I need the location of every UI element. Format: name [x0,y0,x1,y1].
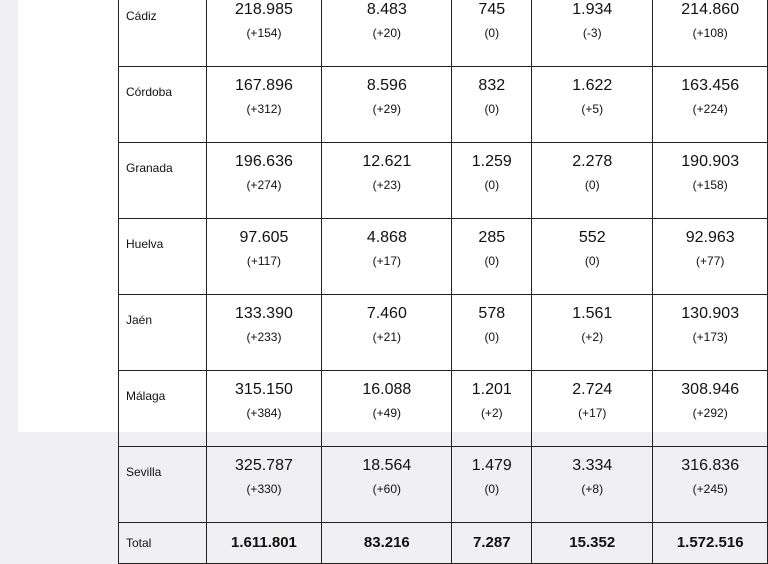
cell-change: (-3) [582,26,602,40]
cell-value: 285 [478,229,506,246]
cell-change: (+274) [246,178,282,192]
table-body [119,0,768,564]
cell-change: (+154) [246,26,282,40]
cell-change: (+245) [692,482,728,496]
total-value: 15.352 [569,534,616,551]
cell-value: 2.724 [572,381,613,398]
cell-change: (+158) [692,178,728,192]
cell-value: 832 [478,77,506,94]
cell-change: (+21) [372,330,402,344]
table-row [119,143,768,219]
data-cell [452,371,532,447]
table-row [119,67,768,143]
data-cell [653,0,768,67]
data-cell [322,0,452,67]
cell-value: 97.605 [239,229,289,246]
cell-change: (+20) [372,26,402,40]
data-cell [452,447,532,523]
cell-change: (+224) [692,102,728,116]
data-table [118,0,768,564]
cell-change: (+29) [372,102,402,116]
table-row [119,295,768,371]
cell-change: (+330) [246,482,282,496]
data-cell [532,371,653,447]
cell-change: (0) [584,178,600,192]
cell-value: 4.868 [366,229,407,246]
cell-value: 8.596 [366,77,407,94]
cell-value: 1.934 [572,1,613,18]
total-label: Total [119,523,207,564]
total-cell [452,523,532,564]
cell-change: (0) [484,330,500,344]
cell-change: (+77) [696,254,725,268]
total-value: 83.216 [363,534,410,551]
cell-change: (+60) [372,482,402,496]
cell-change: (0) [484,26,500,40]
cell-value: 325.787 [235,457,293,474]
data-cell [653,143,768,219]
cell-value: 218.985 [235,1,293,18]
cell-change: (+17) [578,406,607,420]
cell-value: 214.860 [681,1,740,18]
province-name: Granada [119,143,207,219]
cell-value: 190.903 [681,153,740,170]
cell-change: (+8) [581,482,604,496]
data-cell [452,143,532,219]
data-cell [322,67,452,143]
data-cell [322,295,452,371]
data-cell [452,295,532,371]
cell-change: (+5) [581,102,604,116]
cell-change: (+2) [581,330,604,344]
data-cell [653,447,768,523]
total-cell [532,523,653,564]
cell-value: 18.564 [362,457,412,474]
data-cell [532,219,653,295]
cell-value: 578 [478,305,506,322]
data-cell [653,67,768,143]
cell-value: 130.903 [681,305,740,322]
data-cell [322,371,452,447]
data-cell [206,371,322,447]
cell-value: 316.836 [681,457,740,474]
province-name: Málaga [119,371,207,447]
data-cell [532,143,653,219]
cell-change: (+173) [692,330,728,344]
total-value: 1.611.801 [231,534,297,551]
data-cell [322,219,452,295]
cell-change: (+23) [372,178,402,192]
data-cell [206,447,322,523]
cell-change: (+384) [246,406,282,420]
cell-change: (+17) [372,254,402,268]
province-name: Sevilla [119,447,207,523]
total-row [119,523,768,564]
cell-change: (+117) [246,254,282,268]
data-cell [452,67,532,143]
cell-value: 167.896 [235,77,293,94]
cell-value: 12.621 [362,153,412,170]
data-cell [206,0,322,67]
cell-change: (+312) [246,102,282,116]
cell-value: 308.946 [681,381,740,398]
data-cell [206,219,322,295]
cell-value: 7.460 [366,305,407,322]
cell-change: (+108) [692,26,728,40]
cell-value: 133.390 [235,305,293,322]
cell-change: (+292) [692,406,728,420]
cell-change: (0) [484,102,500,116]
cell-value: 2.278 [572,153,613,170]
province-name: Cádiz [119,0,207,67]
total-value: 7.287 [473,534,511,551]
data-cell [206,143,322,219]
data-cell [653,371,768,447]
total-cell [206,523,322,564]
data-cell [452,0,532,67]
total-cell [653,523,768,564]
cell-value: 1.622 [572,77,613,94]
cell-value: 1.561 [572,305,613,322]
data-cell [206,67,322,143]
cell-value: 92.963 [685,229,735,246]
data-cell [532,447,653,523]
cell-value: 1.259 [471,153,512,170]
cell-change: (0) [484,482,500,496]
data-cell [206,295,322,371]
cell-value: 1.479 [471,457,512,474]
document-page [18,0,768,551]
cell-change: (+49) [372,406,402,420]
cell-value: 3.334 [572,457,613,474]
cell-value: 8.483 [366,1,407,18]
cell-value: 315.150 [235,381,293,398]
cell-change: (+233) [246,330,282,344]
data-cell [322,447,452,523]
cell-value: 552 [578,229,606,246]
data-cell [532,67,653,143]
table-row [119,371,768,447]
cell-value: 16.088 [362,381,412,398]
cell-value: 196.636 [235,153,293,170]
data-cell [653,219,768,295]
province-name: Huelva [119,219,207,295]
cell-change: (+2) [480,406,503,420]
cell-change: (0) [484,254,500,268]
province-name: Jaén [119,295,207,371]
table-row [119,0,768,67]
data-cell [322,143,452,219]
province-name: Córdoba [119,67,207,143]
data-cell [452,219,532,295]
data-cell [653,295,768,371]
data-cell [532,295,653,371]
cell-value: 1.201 [471,381,512,398]
data-cell [532,0,653,67]
total-cell [322,523,452,564]
table-row [119,219,768,295]
cell-value: 745 [478,1,506,18]
table-row [119,447,768,523]
total-value: 1.572.516 [676,534,744,551]
cell-change: (0) [584,254,600,268]
cell-value: 163.456 [681,77,740,94]
cell-change: (0) [484,178,500,192]
